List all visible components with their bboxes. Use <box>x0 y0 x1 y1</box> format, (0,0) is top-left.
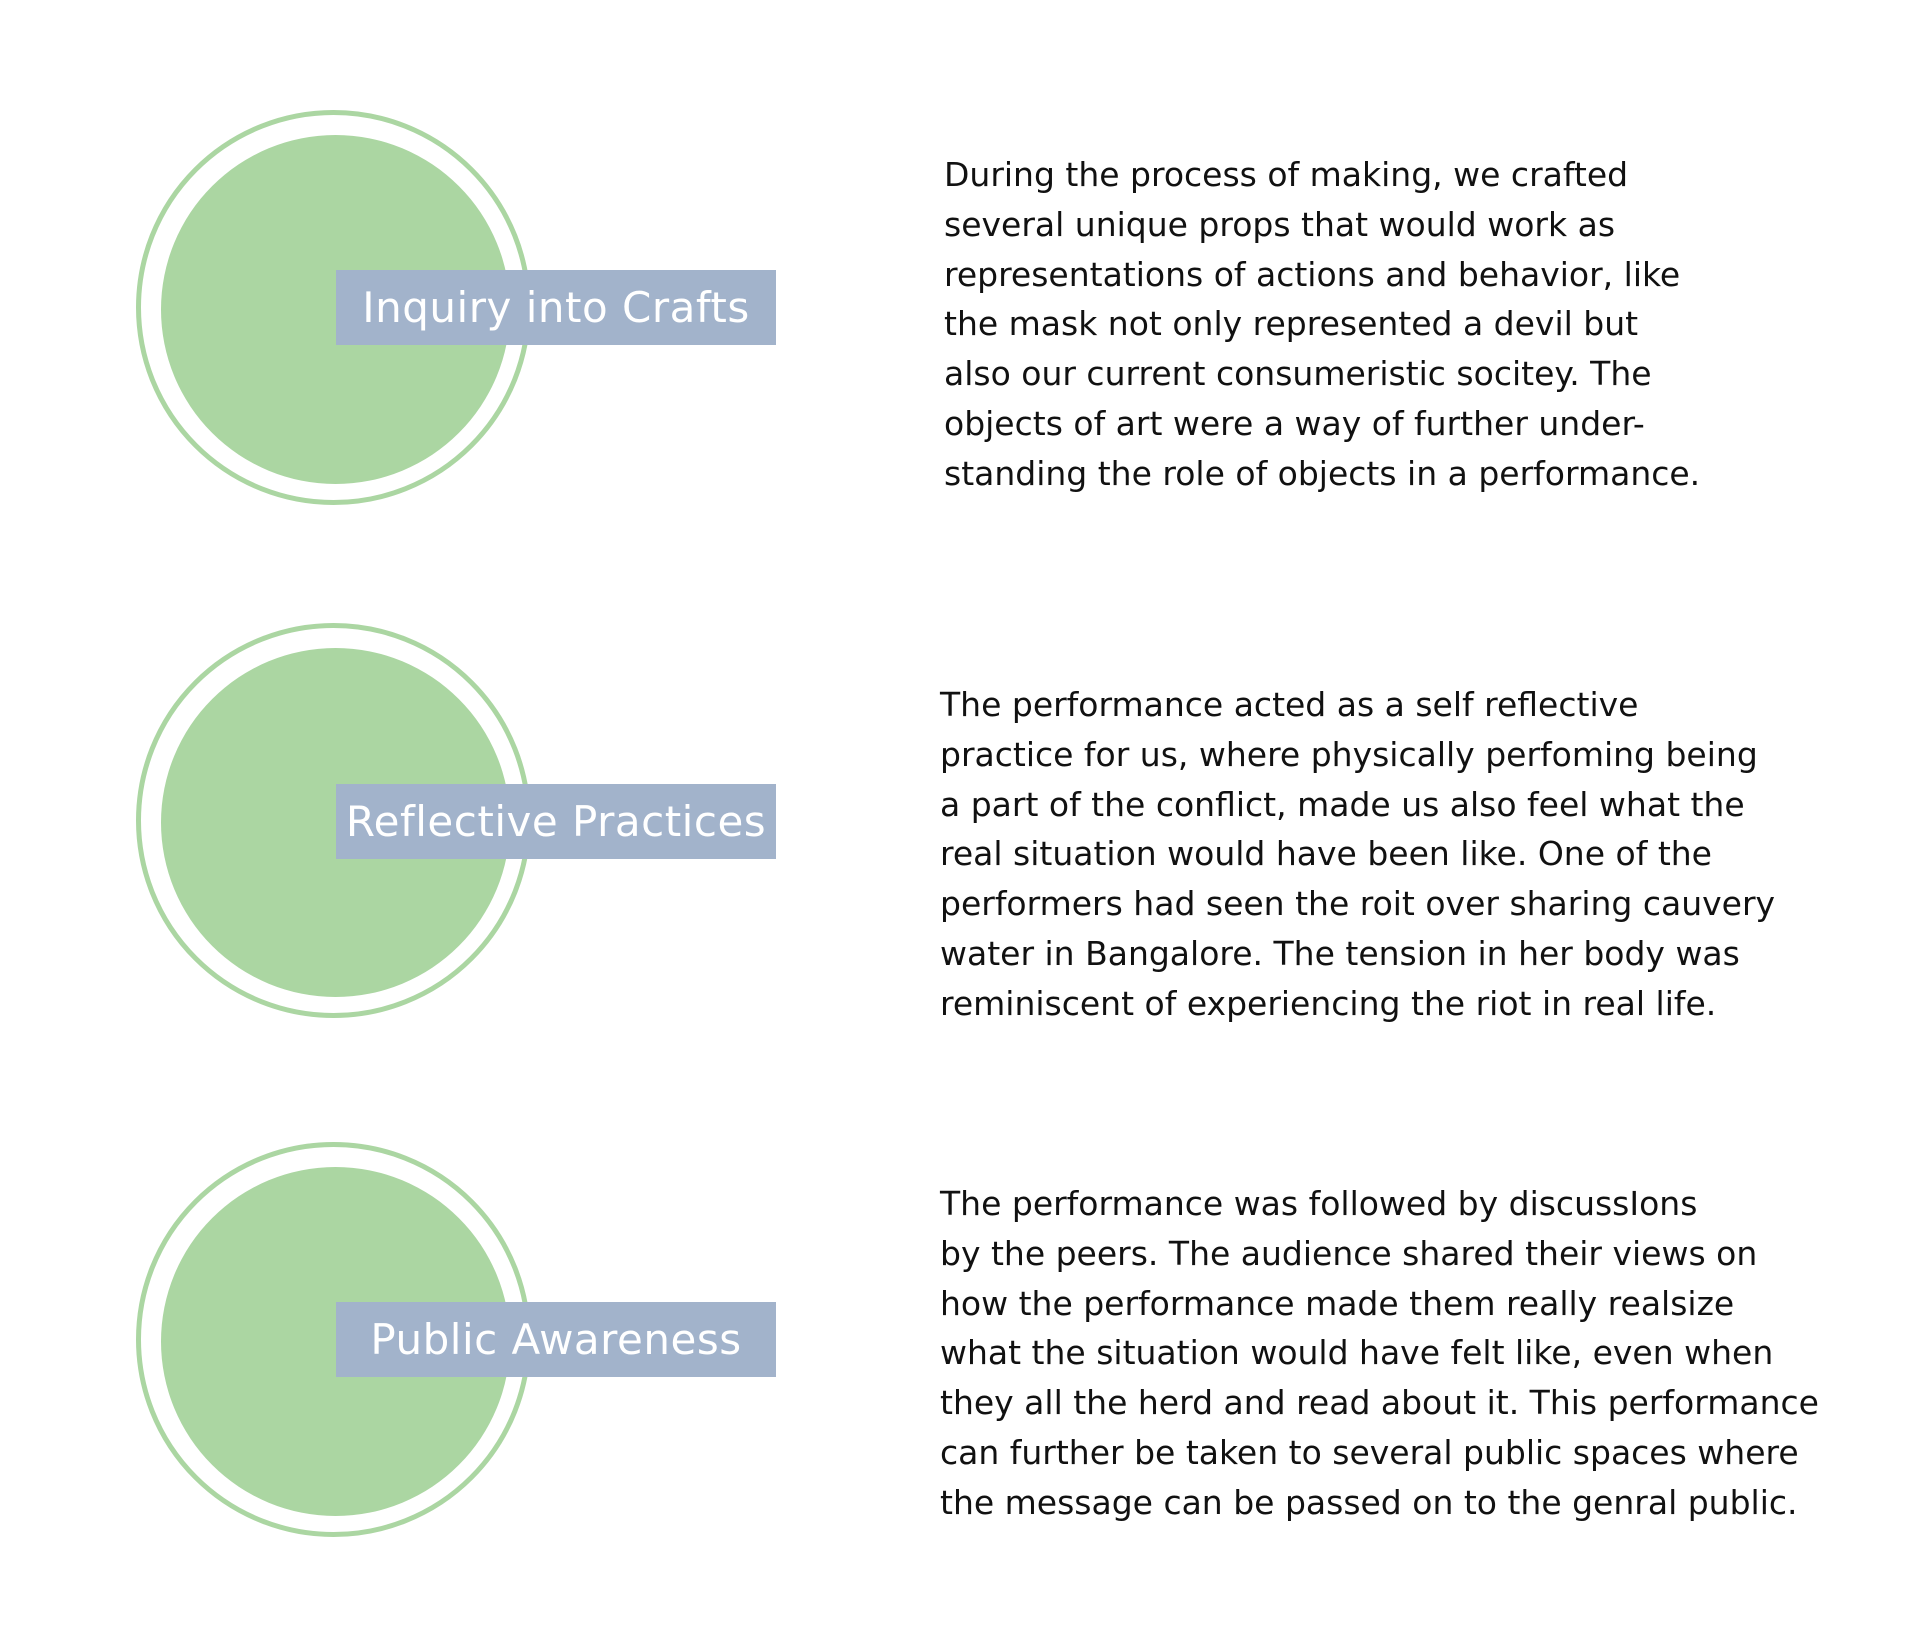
item-label: Inquiry into Crafts <box>362 283 750 332</box>
item-description: During the process of making, we crafted several unique props that would work as representations of actions and behavior, like the mask not only represented a devil but also our current consumeristic socitey. The objects of art were a way of further under- standing the role of objects in a performance. <box>944 155 1701 493</box>
label-box <box>336 784 776 859</box>
label-box <box>336 270 776 345</box>
item-inquiry-into-crafts <box>0 110 1920 530</box>
item-reflective-practices <box>0 623 1920 1043</box>
item-label: Public Awareness <box>370 1315 742 1364</box>
item-public-awareness <box>0 1142 1920 1562</box>
item-description: The performance was followed by discussIons by the peers. The audience shared their views on how the performance made them really realsize what the situation would have felt like, even when they all the herd and read about it. This performance can further be taken to several public spaces where the message can be passed on to the genral public. <box>940 1184 1819 1522</box>
item-description: The performance acted as a self reflective practice for us, where physically perfoming being a part of the conflict, made us also feel what the real situation would have been like. One of the performers had seen the roit over sharing cauvery water in Bangalore. The tension in her body was reminiscent of experiencing the riot in real life. <box>940 685 1776 1023</box>
label-box <box>336 1302 776 1377</box>
item-label: Reflective Practices <box>345 797 767 846</box>
